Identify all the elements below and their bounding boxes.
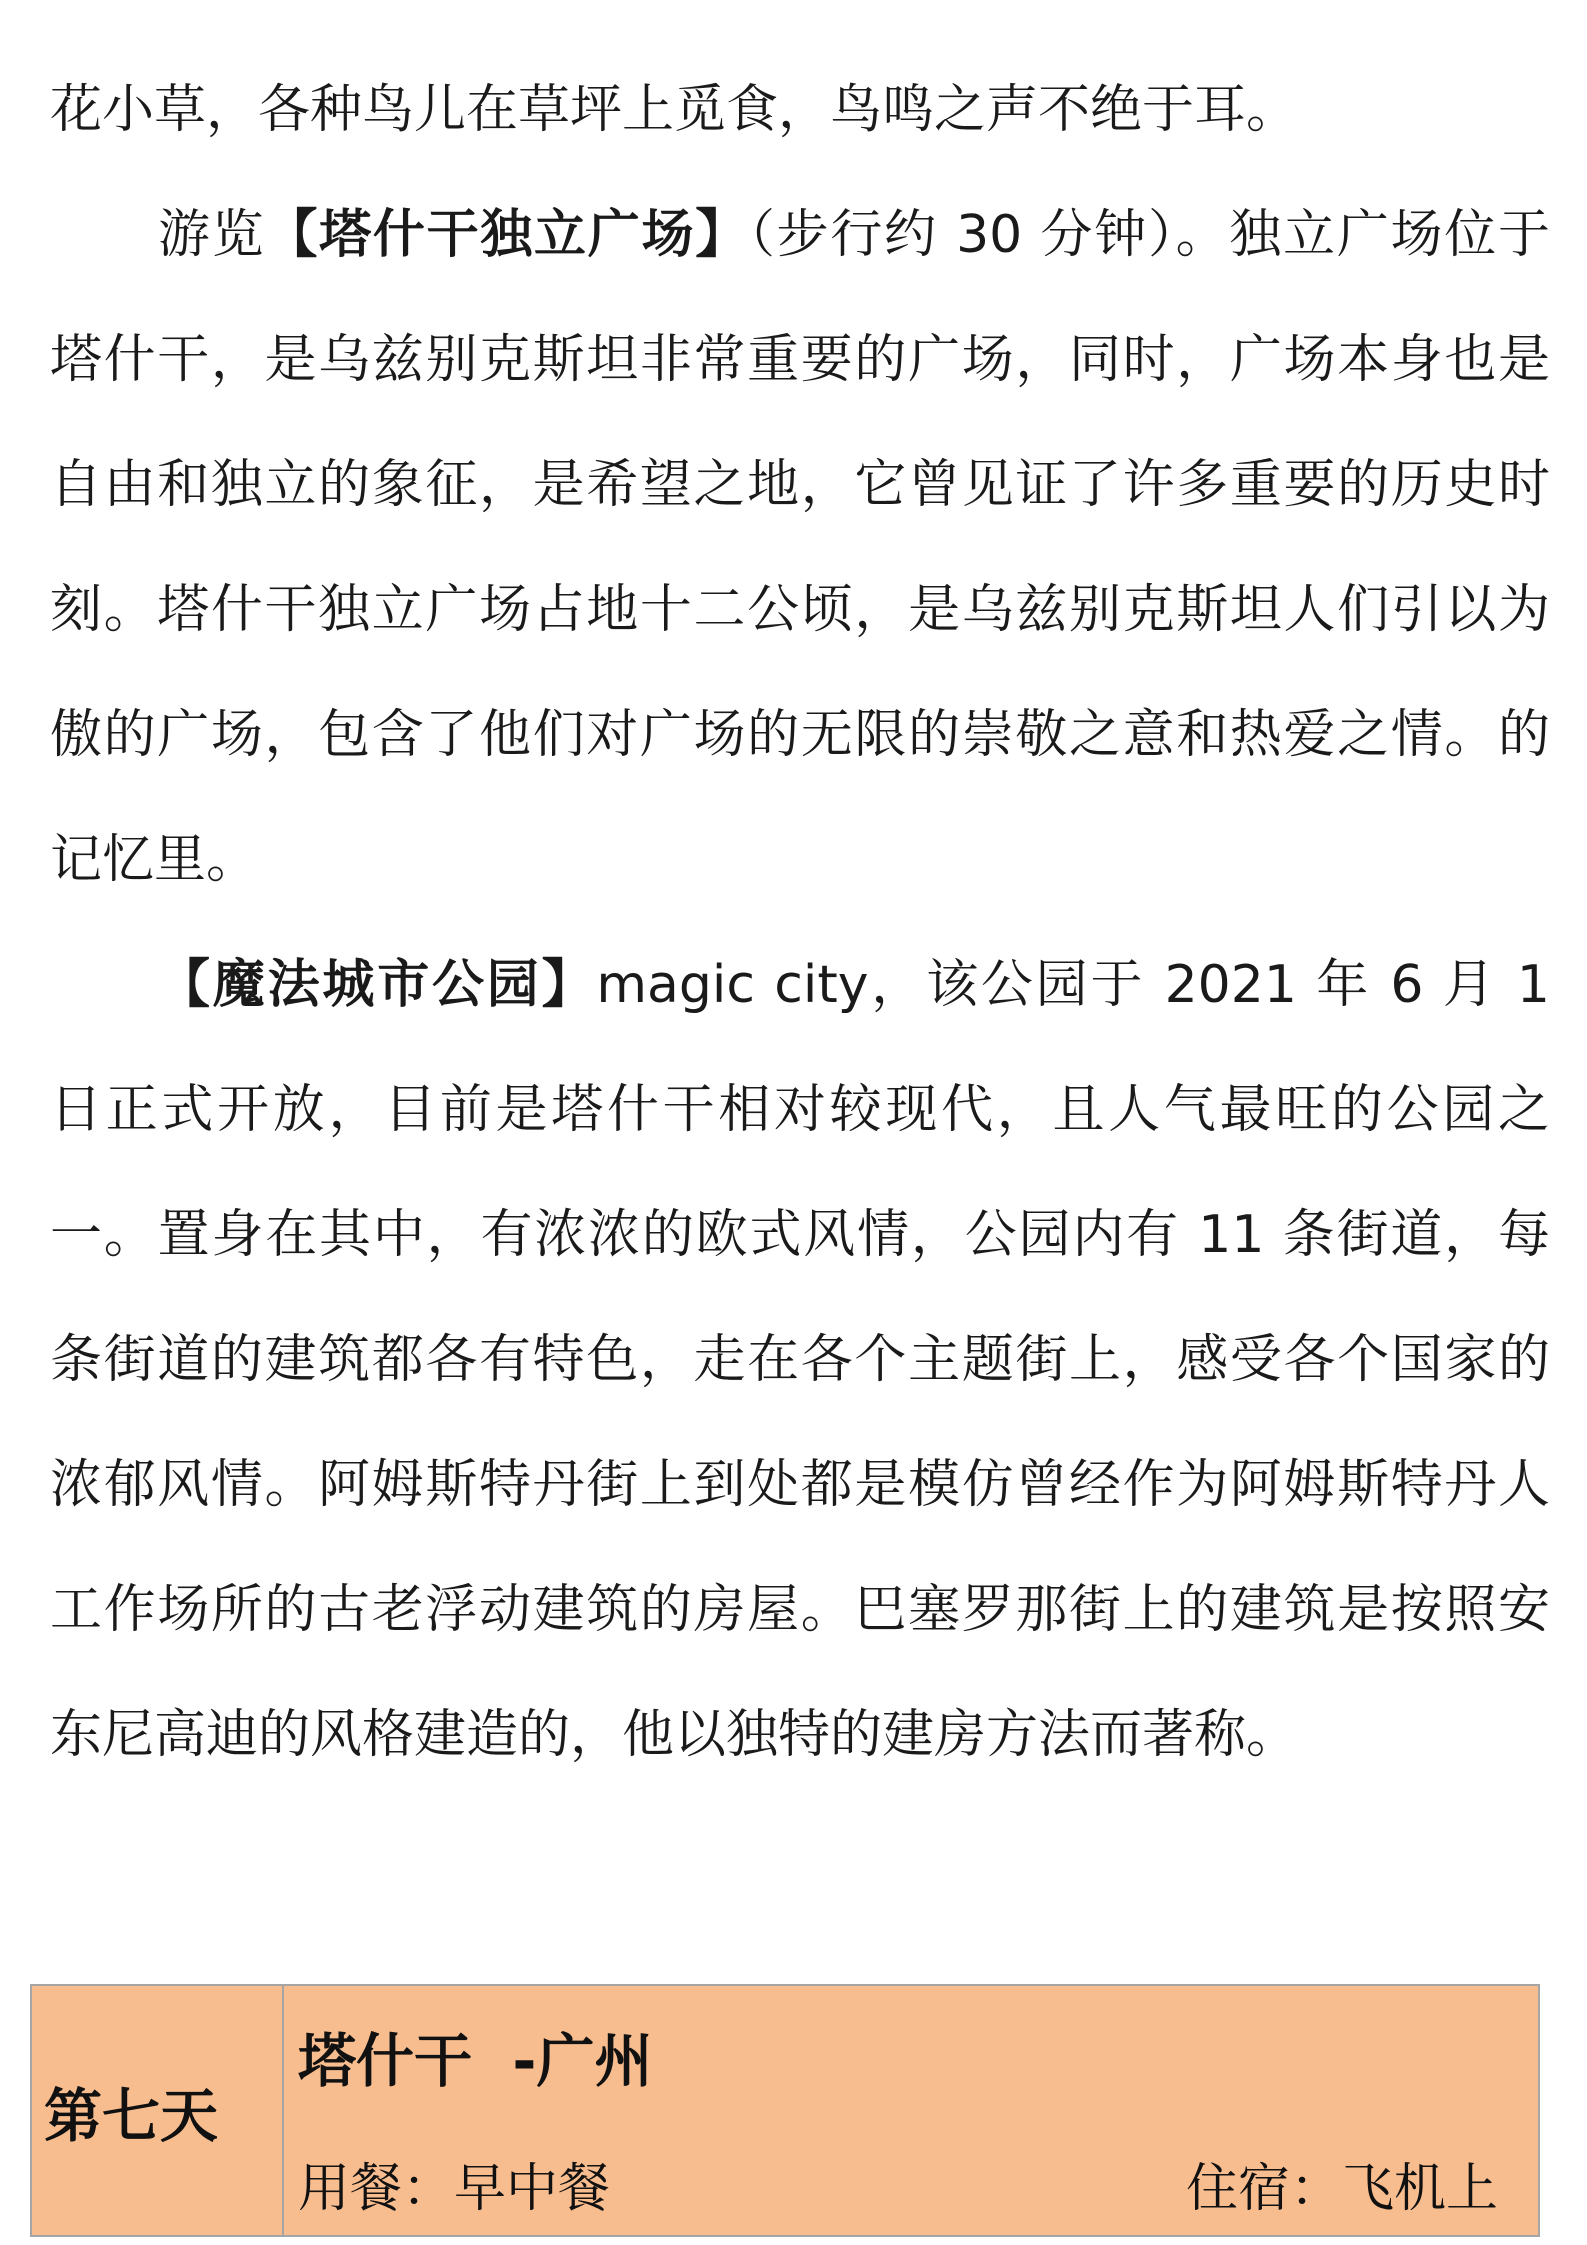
meals-info: 用餐：早中餐 — [298, 2159, 611, 2219]
day-label: 第七天 — [44, 2081, 219, 2150]
paragraph-magic-city — [50, 923, 1550, 1798]
day-info-cell — [284, 1986, 1538, 2235]
lodging-info: 住宿：飞机上 — [1185, 2159, 1498, 2219]
paragraph-continuation — [50, 48, 1550, 173]
paragraph-text: （步行约 30 分钟）。独立广场位于塔什干，是乌兹别克斯坦非常重要的广场，同时，广场本身也是自由和独立的象征，是希望之地，它曾见证了许多重要的历史时刻。塔什干独立广场占地十二公顷，是乌兹别克斯坦人们引以为傲的广场，包含了他们对广场的无限的崇敬之意和热爱之情。的记忆里。 — [50, 205, 1550, 890]
paragraph-independence-square — [50, 173, 1550, 923]
attraction-title: 【塔什干独立广场】 — [265, 205, 749, 265]
paragraph-text: 花小草，各种鸟儿在草坪上觅食，鸟鸣之声不绝于耳。 — [50, 80, 1299, 140]
day-cell — [32, 1986, 284, 2235]
document-body — [50, 48, 1550, 1798]
attraction-title: 【魔法城市公园】 — [158, 955, 597, 1015]
route-title: 塔什干 -广州 — [298, 2027, 653, 2095]
paragraph-prefix: 游览 — [158, 205, 266, 265]
itinerary-day-table — [30, 1984, 1540, 2237]
paragraph-text: magic city，该公园于 2021 年 6 月 1 日正式开放，目前是塔什干相对较现代，且人气最旺的公园之一。置身在其中，有浓浓的欧式风情，公园内有 11 条街道，每条街道的建筑都各有特色，走在各个主题街上，感受各个国家的浓郁风情。阿姆斯特丹街上到处都是模仿曾经作为阿姆斯特丹人工作场所的古老浮动建筑的房屋。巴塞罗那街上的建筑是按照安东尼高迪的风格建造的，他以独特的建房方法而著称。 — [50, 955, 1550, 1765]
